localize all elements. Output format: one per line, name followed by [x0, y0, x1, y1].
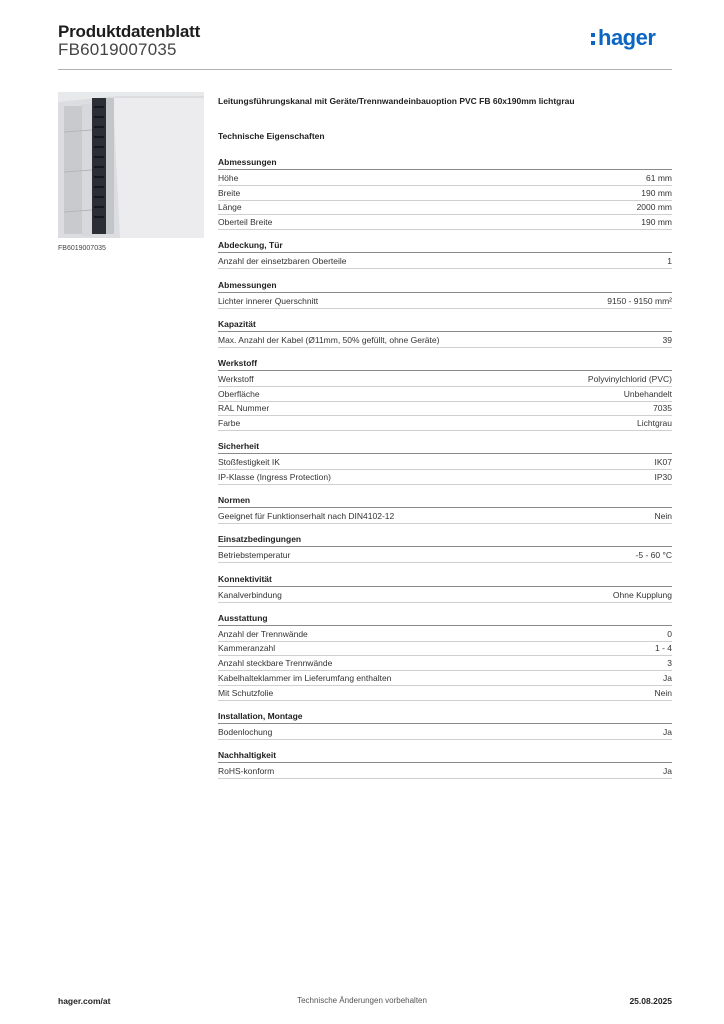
- product-image: [58, 92, 204, 238]
- section-title: Normen: [218, 494, 672, 508]
- property-value: Ja: [663, 726, 672, 737]
- section-title: Kapazität: [218, 318, 672, 332]
- property-label: Oberteil Breite: [218, 217, 273, 228]
- table-row: [218, 372, 672, 387]
- header-divider: [58, 69, 672, 70]
- product-name: Leitungsführungskanal mit Geräte/Trennwandeinbauoption PVC FB 60x190mm lichtgrau: [218, 96, 575, 106]
- table-row: [218, 333, 672, 348]
- hager-logo: [591, 25, 675, 58]
- cable-duct-illustration: [58, 92, 204, 238]
- property-value: -5 - 60 °C: [635, 550, 672, 561]
- property-value: 1 - 4: [654, 643, 672, 654]
- table-row: [218, 455, 672, 470]
- property-label: Breite: [218, 187, 241, 198]
- property-value: 9150 - 9150 mm²: [607, 295, 672, 306]
- table-row: [218, 186, 672, 201]
- property-value: 0: [667, 628, 672, 639]
- section-title: Sicherheit: [218, 440, 672, 454]
- property-value: 39: [662, 334, 672, 345]
- technical-properties-title: Technische Eigenschaften: [218, 131, 325, 141]
- table-row: [218, 671, 672, 686]
- property-label: Farbe: [218, 418, 241, 428]
- property-value: 190 mm: [641, 187, 672, 198]
- property-value: Polyvinylchlorid (PVC): [587, 373, 672, 384]
- section-title: Konnektivität: [218, 573, 672, 587]
- logo-dots-icon: [591, 33, 597, 49]
- product-number: FB6019007035: [58, 40, 177, 59]
- property-label: Geeignet für Funktionserhalt nach DIN4102-12: [218, 511, 395, 522]
- property-label: Anzahl der Trennwände: [218, 628, 308, 639]
- section-title: Ausstattung: [218, 612, 672, 626]
- property-value: Nein: [654, 687, 672, 698]
- footer-disclaimer: Technische Änderungen vorbehalten: [297, 996, 427, 1005]
- section-title: Abdeckung, Tür: [218, 239, 672, 253]
- property-label: Kammeranzahl: [218, 643, 276, 654]
- table-row: [218, 656, 672, 671]
- property-label: IP-Klasse (Ingress Protection): [218, 471, 331, 482]
- footer-website[interactable]: hager.com/at: [58, 996, 111, 1006]
- property-label: Mit Schutzfolie: [218, 687, 274, 698]
- property-label: Kanalverbindung: [218, 589, 282, 600]
- table-row: [218, 470, 672, 485]
- property-label: RAL Nummer: [218, 403, 270, 414]
- property-value: Nein: [654, 511, 672, 522]
- property-value: Unbehandelt: [623, 388, 672, 399]
- property-label: Anzahl steckbare Trennwände: [218, 658, 333, 669]
- property-label: Lichter innerer Querschnitt: [218, 295, 319, 306]
- property-label: Kabelhalteklammer im Lieferumfang enthalten: [218, 672, 392, 683]
- table-row: [218, 387, 672, 402]
- property-value: Ja: [663, 765, 672, 776]
- property-label: Stoßfestigkeit IK: [218, 457, 280, 468]
- table-row: [218, 725, 672, 740]
- section-title: Werkstoff: [218, 357, 672, 371]
- table-row: [218, 509, 672, 524]
- property-label: Werkstoff: [218, 373, 254, 384]
- table-row: [218, 294, 672, 309]
- section-title: Nachhaltigkeit: [218, 749, 672, 763]
- table-row: [218, 627, 672, 642]
- section-title: Abmessungen: [218, 279, 672, 293]
- footer-date: 25.08.2025: [629, 996, 672, 1006]
- property-value: Lichtgrau: [637, 418, 672, 428]
- logo-text: hager: [598, 25, 656, 50]
- property-value: 190 mm: [641, 217, 672, 228]
- table-row: [218, 588, 672, 603]
- table-row: [218, 254, 672, 269]
- table-row: [218, 416, 672, 431]
- table-row: [218, 200, 672, 215]
- section-title: Einsatzbedingungen: [218, 533, 672, 547]
- property-label: Anzahl der einsetzbaren Oberteile: [218, 256, 347, 267]
- property-value: 3: [667, 658, 672, 669]
- property-value: 61 mm: [646, 173, 672, 183]
- table-row: [218, 548, 672, 563]
- property-label: Höhe: [218, 173, 239, 183]
- property-value: 1: [667, 256, 672, 267]
- property-label: Oberfläche: [218, 388, 260, 399]
- property-value: Ohne Kupplung: [612, 589, 672, 600]
- property-label: Max. Anzahl der Kabel (Ø11mm, 50% gefüllt, ohne Geräte): [218, 334, 440, 345]
- property-value: IP30: [654, 471, 672, 482]
- table-row: [218, 686, 672, 701]
- property-value: 2000 mm: [636, 202, 672, 213]
- table-row: [218, 171, 672, 186]
- property-label: RoHS-konform: [218, 765, 275, 776]
- property-value: 7035: [653, 403, 672, 414]
- table-row: [218, 641, 672, 656]
- property-label: Bodenlochung: [218, 726, 273, 737]
- table-row: [218, 215, 672, 230]
- section-title: Abmessungen: [218, 156, 672, 170]
- property-value: IK07: [654, 457, 672, 468]
- table-row: [218, 401, 672, 416]
- property-value: Ja: [663, 672, 672, 683]
- image-caption: FB6019007035: [58, 245, 106, 252]
- property-label: Länge: [218, 202, 242, 213]
- document-title: Produktdatenblatt: [58, 22, 201, 41]
- section-title: Installation, Montage: [218, 710, 672, 724]
- table-row: [218, 764, 672, 779]
- property-label: Betriebstemperatur: [218, 550, 291, 561]
